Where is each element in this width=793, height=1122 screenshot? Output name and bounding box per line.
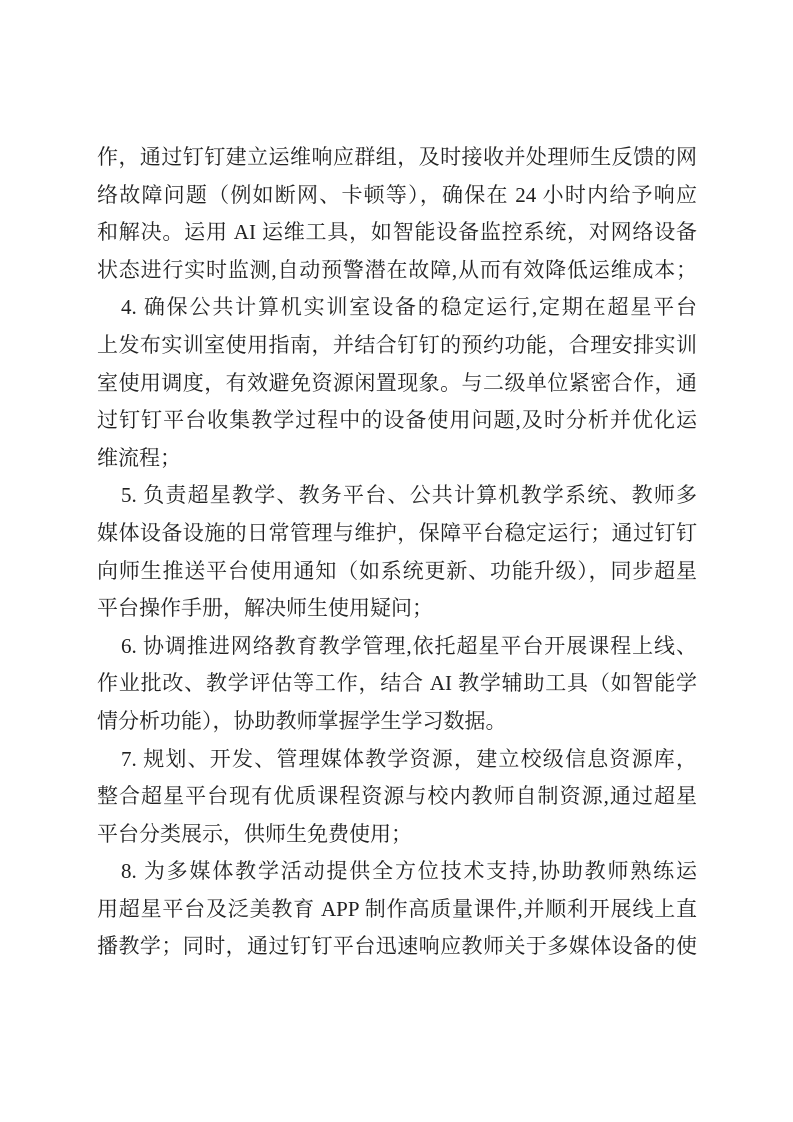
paragraph-item-8 bbox=[97, 853, 697, 966]
text-line: 作，通过钉钉建立运维响应群组，及时接收并处理师生反馈的网 bbox=[97, 145, 697, 169]
text-line: 维流程； bbox=[97, 445, 181, 470]
paragraph-item-6 bbox=[97, 628, 697, 741]
text-line: 5. 负责超星教学、教务平台、公共计算机教学系统、教师多 bbox=[121, 483, 697, 508]
text-line: 情分析功能），协助教师掌握学生学习数据。 bbox=[97, 708, 507, 733]
paragraph-item-4 bbox=[97, 289, 697, 477]
text-line: 媒体设备设施的日常管理与维护，保障平台稳定运行；通过钉钉 bbox=[97, 520, 697, 545]
text-line: 状态进行实时监测,自动预警潜在故障,从而有效降低运维成本； bbox=[97, 257, 697, 282]
text-line: 室使用调度，有效避免资源闲置现象。与二级单位紧密合作，通 bbox=[97, 370, 697, 395]
text-line: 用超星平台及泛美教育 APP 制作高质量课件,并顺利开展线上直 bbox=[97, 896, 697, 921]
text-line: 8. 为多媒体教学活动提供全方位技术支持,协助教师熟练运 bbox=[121, 859, 697, 884]
text-line: 作业批改、教学评估等工作，结合 AI 教学辅助工具（如智能学 bbox=[97, 671, 697, 696]
text-line: 平台操作手册，解决师生使用疑问； bbox=[97, 596, 433, 621]
document-body bbox=[97, 139, 697, 966]
paragraph-continuation bbox=[97, 139, 697, 289]
text-line: 7. 规划、开发、管理媒体教学资源，建立校级信息资源库， bbox=[121, 746, 697, 771]
text-line: 4. 确保公共计算机实训室设备的稳定运行,定期在超星平台 bbox=[121, 295, 697, 320]
text-line: 和解决。运用 AI 运维工具，如智能设备监控系统，对网络设备 bbox=[97, 220, 697, 245]
text-line: 向师生推送平台使用通知（如系统更新、功能升级），同步超星 bbox=[97, 558, 697, 583]
text-line: 播教学；同时，通过钉钉平台迅速响应教师关于多媒体设备的使 bbox=[97, 934, 697, 959]
paragraph-item-7 bbox=[97, 741, 697, 854]
text-line: 过钉钉平台收集教学过程中的设备使用问题,及时分析并优化运 bbox=[97, 408, 697, 433]
paragraph-item-5 bbox=[97, 477, 697, 627]
text-line: 上发布实训室使用指南，并结合钉钉的预约功能，合理安排实训 bbox=[97, 332, 697, 357]
text-line: 平台分类展示，供师生免费使用； bbox=[97, 821, 412, 846]
text-line: 6. 协调推进网络教育教学管理,依托超星平台开展课程上线、 bbox=[121, 633, 697, 658]
text-line: 整合超星平台现有优质课程资源与校内教师自制资源,通过超星 bbox=[97, 784, 697, 809]
text-line: 络故障问题（例如断网、卡顿等），确保在 24 小时内给予响应 bbox=[97, 182, 697, 207]
